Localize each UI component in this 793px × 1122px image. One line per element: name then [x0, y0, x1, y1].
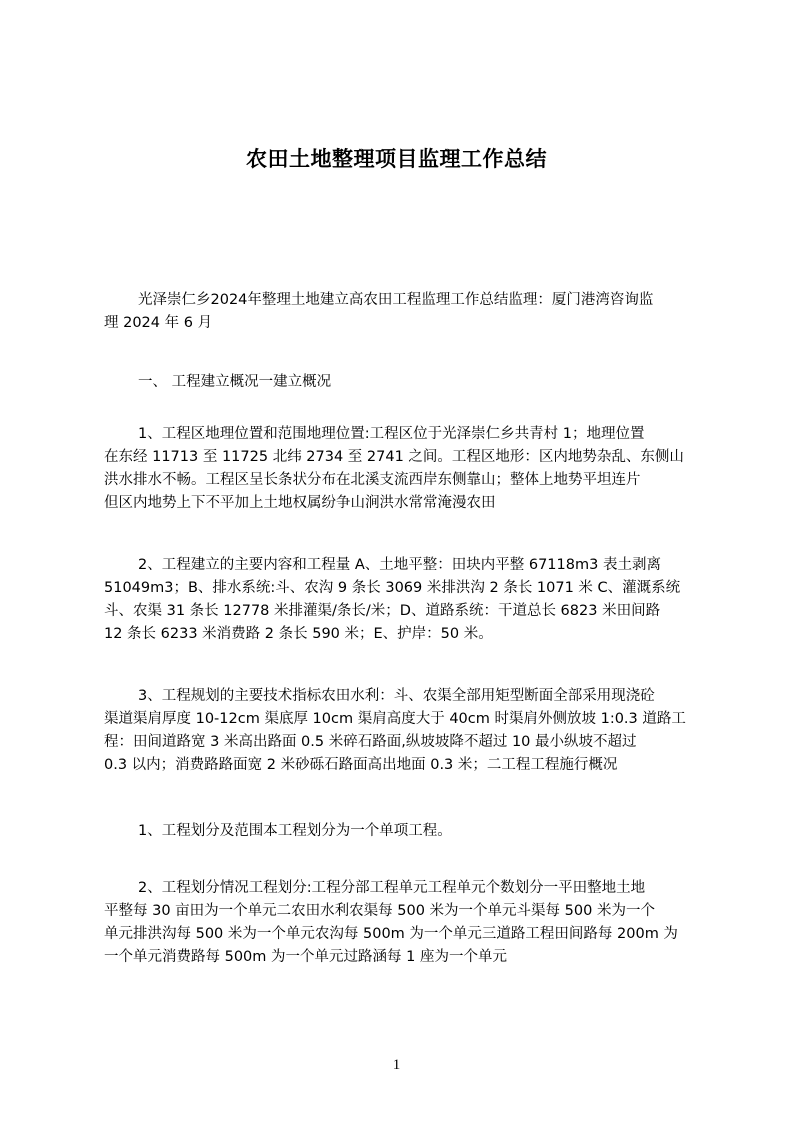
paragraph-line: 程：田间道路宽 3 米高出路面 0.5 米碎石路面,纵坡坡降不超过 10 最小纵坡不超过	[104, 734, 637, 750]
paragraph-line: 但区内地势上下不平加上土地权属纷争山涧洪水常常淹漫农田	[104, 495, 496, 511]
paragraph-line: 1、工程划分及范围本工程划分为一个单项工程。	[138, 823, 452, 839]
section-heading: 一、 工程建立概况一建立概况	[138, 374, 332, 390]
paragraph-1	[104, 423, 704, 515]
paragraph-4	[104, 820, 704, 843]
paragraph-line: 单元排洪沟每 500 米为一个单元农沟每 500m 为一个单元三道路工程田间路每 200m 为	[104, 926, 678, 942]
paragraph-line: 1、工程区地理位置和范围地理位置:工程区位于光泽崇仁乡共青村 1；地理位置	[138, 426, 645, 442]
page-title: 农田土地整理项目监理工作总结	[246, 147, 547, 171]
paragraph-line: 光泽崇仁乡2024年整理土地建立高农田工程监理工作总结监理：厦门港湾咨询监	[138, 292, 654, 308]
paragraph-line: 在东经 11713 至 11725 北纬 2734 至 2741 之间。工程区地形：区内地势杂乱、东侧山	[104, 449, 684, 465]
paragraph-line: 渠道渠肩厚度 10-12cm 渠底厚 10cm 渠肩高度大于 40cm 时渠肩外侧放坡 1:0.3 道路工	[104, 711, 686, 727]
paragraph-line: 0.3 以内；消费路路面宽 2 米砂砾石路面高出地面 0.3 米；二工程工程施行概况	[104, 757, 618, 773]
page-number: 1	[392, 1057, 401, 1073]
paragraph-line: 3、工程规划的主要技术指标农田水利：斗、农渠全部用矩型断面全部采用现浇砼	[138, 688, 655, 704]
paragraph-line: 平整每 30 亩田为一个单元二农田水利农渠每 500 米为一个单元斗渠每 500 米为一个	[104, 903, 655, 919]
paragraph-line: 2、工程建立的主要内容和工程量 A、土地平整：田块内平整 67118m3 表土剥离	[138, 557, 661, 573]
paragraph-line: 51049m3；B、排水系统:斗、农沟 9 条长 3069 米排洪沟 2 条长 1071 米 C、灌溉系统	[104, 580, 681, 596]
paragraph-line: 理 2024 年 6 月	[104, 315, 213, 331]
paragraph-line: 2、工程划分情况工程划分:工程分部工程单元工程单元个数划分一平田整地土地	[138, 880, 646, 896]
paragraph-line: 12 条长 6233 米消费路 2 条长 590 米；E、护岸：50 米。	[104, 626, 493, 642]
intro-paragraph	[104, 289, 704, 335]
paragraph-3	[104, 685, 704, 777]
paragraph-line: 斗、农渠 31 条长 12778 米排灌渠/条长/米；D、道路系统：干道总长 6823 米田间路	[104, 603, 661, 619]
paragraph-line: 洪水排水不畅。工程区呈长条状分布在北溪支流西岸东侧靠山；整体上地势平坦连片	[104, 472, 641, 488]
paragraph-5	[104, 877, 704, 969]
paragraph-line: 一个单元消费路每 500m 为一个单元过路涵每 1 座为一个单元	[104, 949, 507, 965]
paragraph-2	[104, 554, 704, 646]
